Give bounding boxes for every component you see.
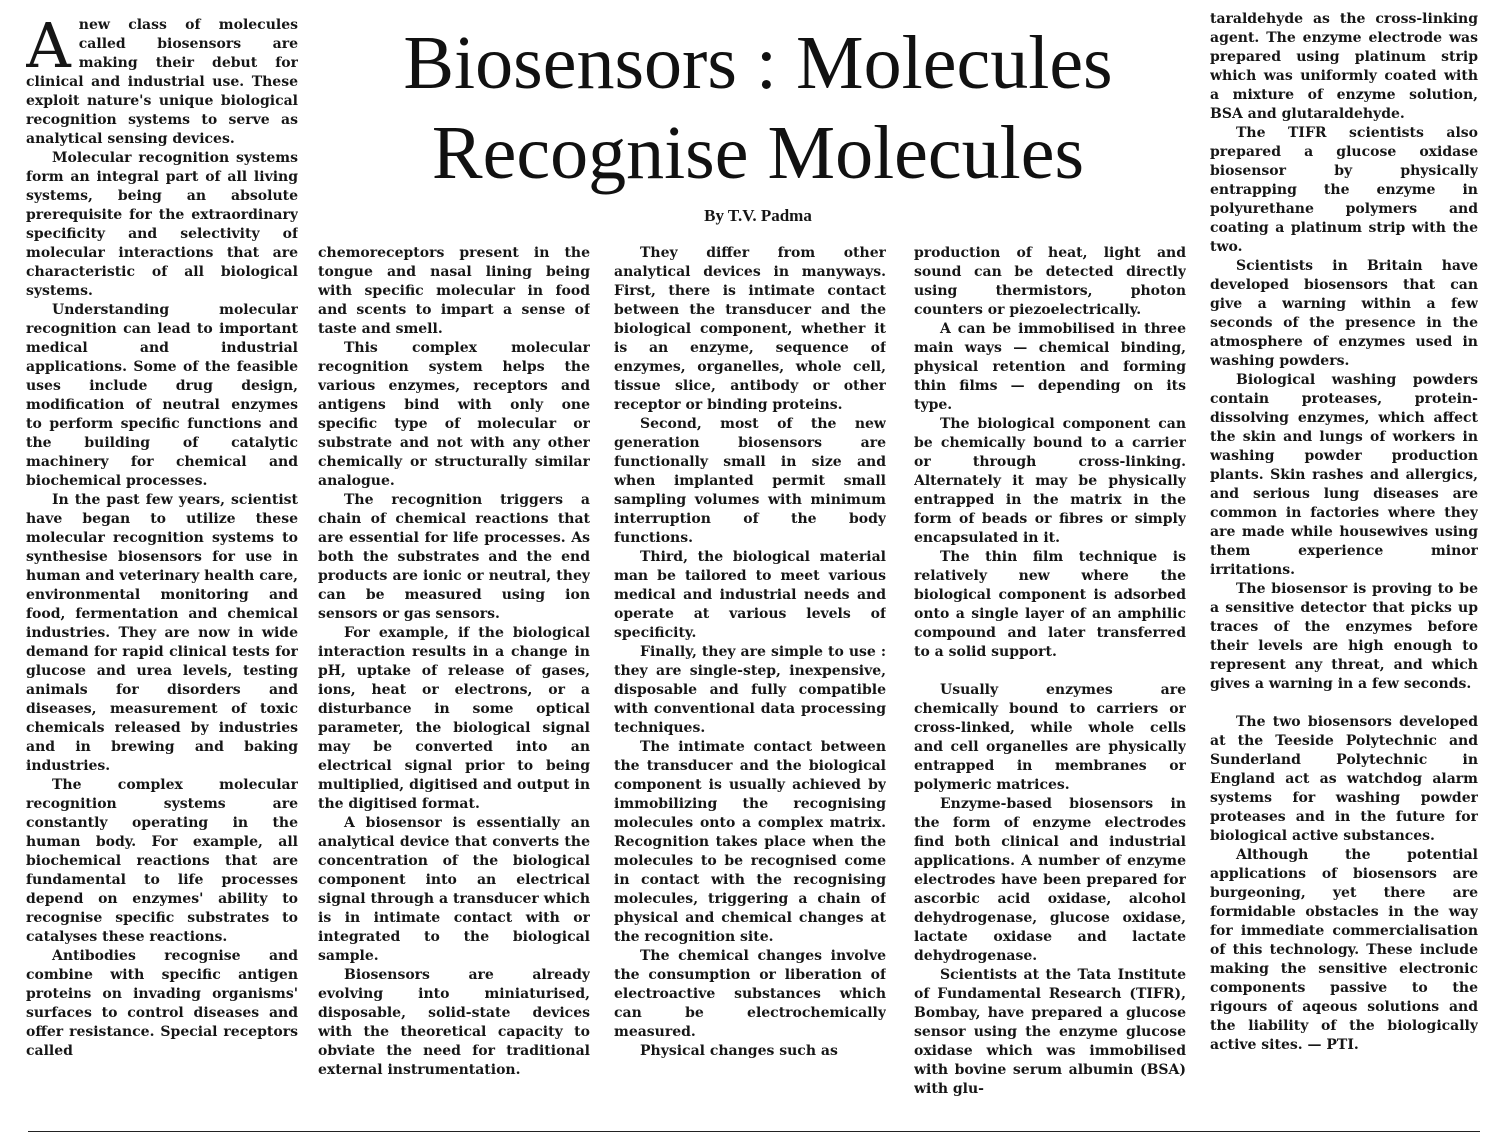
paragraph: Second, most of the new generation biosensors are functionally small in size and when implanted permit small sampling volumes with minimum interruption of the body functions.	[614, 416, 886, 546]
paragraph-text: new class of molecules called biosensors are making their debut for clinical and industrial use. These exploit nature's unique biological recognition systems to serve as analytical sensing devices.	[26, 17, 298, 147]
paragraph: Understanding molecular recognition can lead to important medical and industrial applications. Some of the feasible uses include drug design, modification of neutral enzymes to perform specific functions and the building of catalytic machinery for chemical and biochemical processes.	[26, 302, 298, 489]
paragraph: Enzyme-based biosensors in the form of enzyme electrodes find both clinical and industrial applications. A number of enzyme electrodes have been prepared for ascorbic acid oxidase, alcohol dehydrogenase, glucose oxidase, lactate oxidase and lactate dehydrogenase.	[914, 796, 1186, 964]
paragraph: The thin film technique is relatively new where the biological component is adsorbed onto a single layer of an amphilic compound and later transferred to a solid support.	[914, 549, 1186, 660]
paragraph: Biosensors are already evolving into miniaturised, disposable, solid-state devices with the theoretical capacity to obviate the need for traditional external instrumentation.	[318, 967, 590, 1078]
paragraph: Antibodies recognise and combine with specific antigen proteins on invading organisms' surfaces to control diseases and offer resistance. Special receptors called	[26, 948, 298, 1059]
paragraph: Although the potential applications of biosensors are burgeoning, yet there are formidable obstacles in the way for immediate commercialisation of this technology. These include making the sensitive electronic components passive to the rigours of aqeous solutions and the liability of the biologically active sites. — PTI.	[1210, 847, 1478, 1053]
paragraph: Usually enzymes are chemically bound to carriers or cross-linked, while whole cells and cell organelles are physically entrapped in membranes or polymeric matrices.	[914, 682, 1186, 793]
headline	[318, 18, 1198, 198]
paragraph: A biosensor is essentially an analytical device that converts the concentration of the biological component into an electrical signal through a transducer which is in intimate contact with or integrated to the biological sample.	[318, 815, 590, 964]
paragraph: taraldehyde as the cross-linking agent. The enzyme electrode was prepared using platinum strip which was uniformly coated with a mixture of enzyme solution, BSA and glutaraldehyde.	[1210, 11, 1478, 122]
paragraph: Scientists at the Tata Institute of Fundamental Research (TIFR), Bombay, have prepared a glucose sensor using the enzyme glucose oxidase which was immobilised with bovine serum albumin (BSA) with glu-	[914, 967, 1186, 1097]
paragraph: A can be immobilised in three main ways — chemical binding, physical retention and forming thin films — depending on its type.	[914, 321, 1186, 413]
paragraph: This complex molecular recognition system helps the various enzymes, receptors and antigens bind with only one specific type of molecular or substrate and not with any other chemically or structurally similar analogue.	[318, 340, 590, 489]
paragraph: Third, the biological material man be tailored to meet various medical and industrial needs and operate at various levels of specificity.	[614, 549, 886, 641]
article-column-2	[318, 244, 590, 1124]
drop-cap: A	[26, 16, 71, 82]
paragraph: production of heat, light and sound can be detected directly using thermistors, photon counters or piezoelectrically.	[914, 245, 1186, 318]
paragraph: The recognition triggers a chain of chemical reactions that are essential for life processes. As both the substrates and the end products are ionic or neutral, they can be measured using ion sensors or gas sensors.	[318, 492, 590, 622]
paragraph: Scientists in Britain have developed biosensors that can give a warning within a few seconds of the presence in the atmosphere of enzymes used in washing powders.	[1210, 258, 1478, 369]
paragraph: The TIFR scientists also prepared a glucose oxidase biosensor by physically entrapping the enzyme in polyurethane polymers and coating a platinum strip with the two.	[1210, 125, 1478, 255]
article-column-4	[914, 244, 1186, 1124]
article-column-1	[26, 16, 298, 1122]
paragraph: Physical changes such as	[640, 1043, 838, 1059]
paragraph: The intimate contact between the transducer and the biological component is usually achieved by immobilizing the recognising molecules onto a complex matrix. Recognition takes place when the molecules to be recognised come in contact with the recognising molecules, triggering a chain of physical and chemical changes at the recognition site.	[614, 739, 886, 945]
paragraph: In the past few years, scientist have began to utilize these molecular recognition systems to synthesise biosensors for use in human and veterinary health care, environmental monitoring and food, fermentation and chemical industries. They are now in wide demand for rapid clinical tests for glucose and urea levels, testing animals for disorders and diseases, measurement of toxic chemicals released by industries and in brewing and baking industries.	[26, 492, 298, 774]
paragraph: Molecular recognition systems form an integral part of all living systems, being an absolute prerequisite for the extraordinary specificity and selectivity of molecular interactions that are characteristic of all biological systems.	[26, 150, 298, 299]
paragraph: The biosensor is proving to be a sensitive detector that picks up traces of the enzymes before their levels are high enough to represent any threat, and which gives a warning in a few seconds.	[1210, 581, 1478, 692]
headline-line-1: Biosensors : Molecules	[403, 21, 1113, 105]
paragraph: Finally, they are simple to use : they are single-step, inexpensive, disposable and fully compatible with conventional data processing techniques.	[614, 644, 886, 736]
paragraph: Biological washing powders contain proteases, protein-dissolving enzymes, which affect the skin and lungs of workers in washing powder production plants. Skin rashes and allergics, and serious lung diseases are common in factories where they are made while housewives using them experience minor irritations.	[1210, 372, 1478, 578]
bottom-rule	[28, 1131, 1480, 1132]
paragraph: The two biosensors developed at the Teeside Polytechnic and Sunderland Polytechnic in England act as watchdog alarm systems for washing powder proteases and in the future for biological active substances.	[1210, 714, 1478, 844]
paragraph	[26, 16, 298, 149]
paragraph: The biological component can be chemically bound to a carrier or through cross-linking. Alternately it may be physically entrapped in the matrix in the form of beads or fibres or simply encapsulated in it.	[914, 416, 1186, 546]
article-column-5	[1210, 10, 1478, 1124]
paragraph: For example, if the biological interaction results in a change in pH, uptake of release of gases, ions, heat or electrons, or a disturbance in some optical parameter, the biological signal may be converted into an electrical signal prior to being multiplied, digitised and output in the digitised format.	[318, 625, 590, 812]
article-column-3	[614, 244, 886, 1124]
paragraph: The chemical changes involve the consumption or liberation of electroactive substances which can be electrochemically measured.	[614, 948, 886, 1040]
paragraph: They differ from other analytical devices in manyways. First, there is intimate contact between the transducer and the biological component, whether it is an enzyme, sequence of enzymes, organelles, whole cell, tissue slice, antibody or other receptor or binding proteins.	[614, 245, 886, 413]
headline-line-2: Recognise Molecules	[431, 111, 1085, 195]
paragraph: chemoreceptors present in the tongue and nasal lining being with specific molecular in food and scents to impart a sense of taste and smell.	[318, 245, 590, 337]
byline: By T.V. Padma	[704, 206, 812, 225]
paragraph: The complex molecular recognition systems are constantly operating in the human body. For example, all biochemical reactions that are fundamental to life processes depend on enzymes' ability to recognise specific substrates to catalyses these reactions.	[26, 777, 298, 945]
